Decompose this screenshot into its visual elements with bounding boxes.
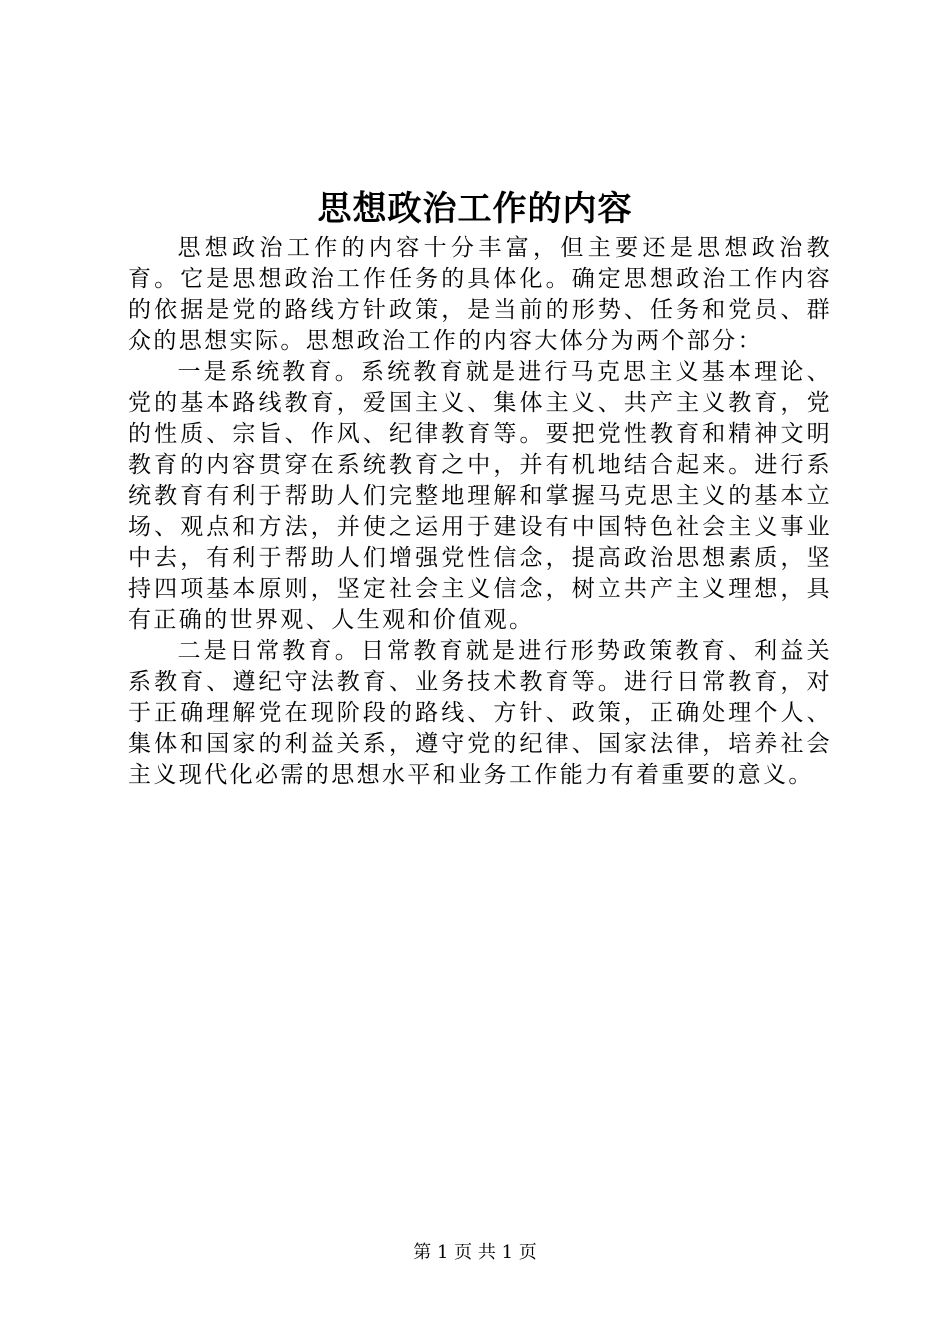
document-title: 思想政治工作的内容 xyxy=(317,189,633,229)
paragraph-system-education: 一是系统教育。系统教育就是进行马克思主义基本理论、党的基本路线教育，爱国主义、集体主义、共产主义教育，党的性质、宗旨、作风、纪律教育等。要把党性教育和精神文明教育的内容贯穿在系统教育之中，并有机地结合起来。进行系统教育有利于帮助人们完整地理解和掌握马克思主义的基本立场、观点和方法，并使之运用于建设有中国特色社会主义事业中去，有利于帮助人们增强党性信念，提高政治思想素质，坚持四项基本原则，坚定社会主义信念，树立共产主义理想，具有正确的世界观、人生观和价值观。 xyxy=(128,359,832,633)
paragraph-daily-education: 二是日常教育。日常教育就是进行形势政策教育、利益关系教育、遵纪守法教育、业务技术教育等。进行日常教育，对于正确理解党在现阶段的路线、方针、政策，正确处理个人、集体和国家的利益关系，遵守党的纪律、国家法律，培养社会主义现代化必需的思想水平和业务工作能力有着重要的意义。 xyxy=(128,638,832,788)
page-footer: 第 1 页 共 1 页 xyxy=(413,1242,537,1263)
document-body xyxy=(128,233,832,791)
paragraph-intro: 思想政治工作的内容十分丰富，但主要还是思想政治教育。它是思想政治工作任务的具体化。确定思想政治工作内容的依据是党的路线方针政策，是当前的形势、任务和党员、群众的思想实际。思想政治工作的内容大体分为两个部分： xyxy=(128,235,832,354)
